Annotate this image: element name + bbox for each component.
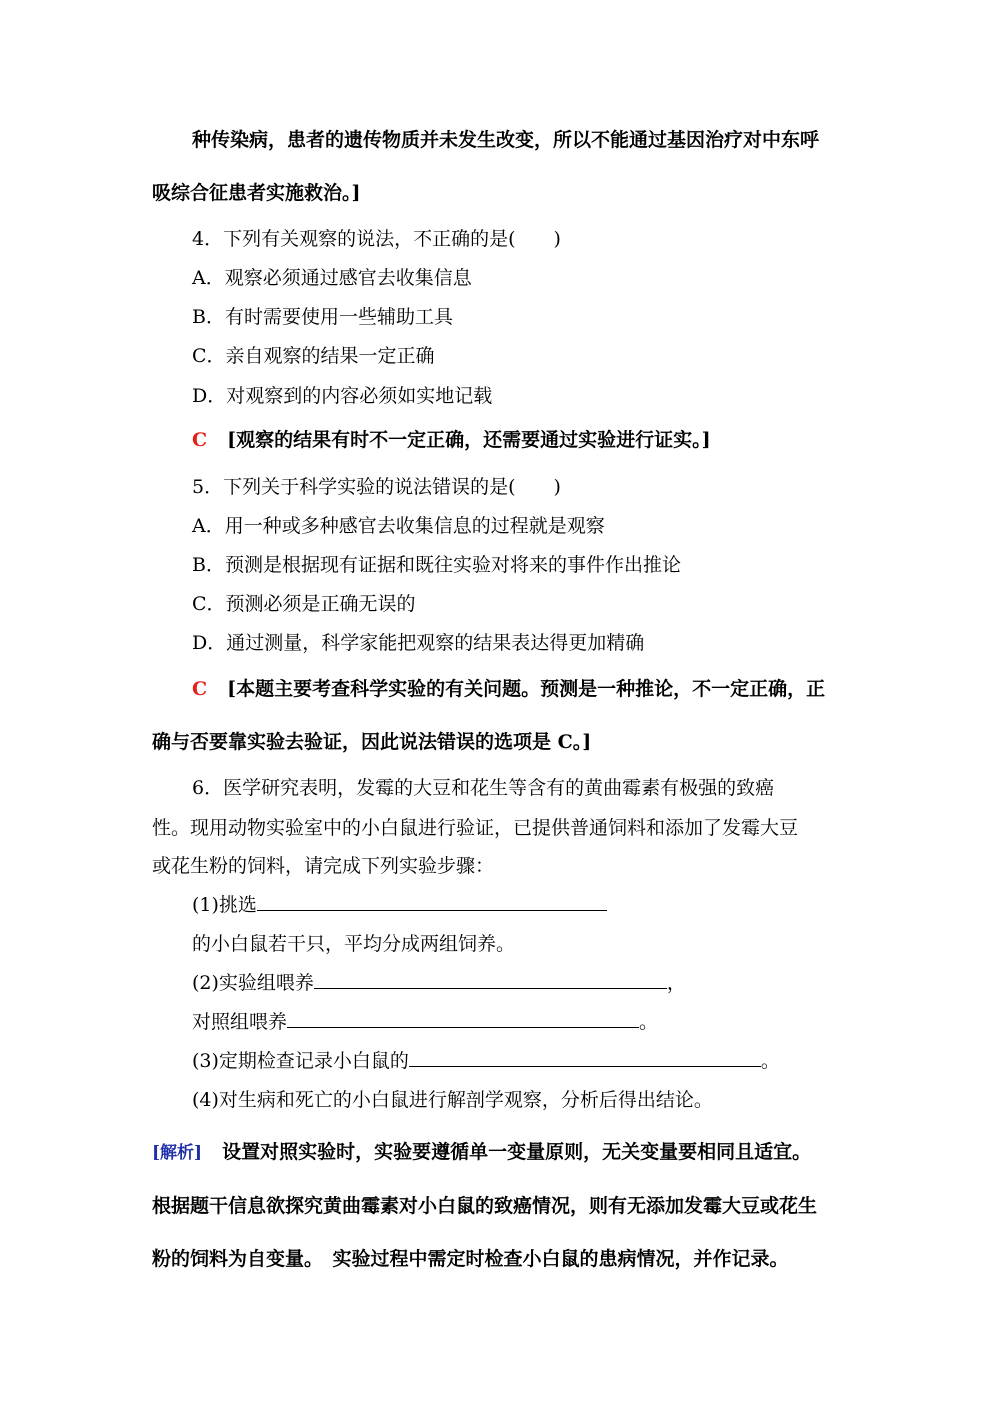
analysis-text-1: 设置对照实验时，实验要遵循单一变量原则，无关变量要相同且适宜。 [222, 1141, 812, 1163]
q5-option-b: B．预测是根据现有证据和既往实验对将来的事件作出推论 [192, 554, 681, 576]
q6-step-2b-blank[interactable] [287, 1009, 639, 1028]
q6-step-2b-suffix: 。 [639, 1011, 659, 1033]
analysis-line-2: 根据题干信息欲探究黄曲霉素对小白鼠的致癌情况，则有无添加发霉大豆或花生 [152, 1195, 818, 1217]
q5-answer [192, 676, 825, 702]
q6-stem-line-3: 或花生粉的饲料，请完成下列实验步骤： [152, 855, 495, 877]
q4-stem: 4．下列有关观察的说法，不正确的是( ) [192, 228, 561, 250]
q6-stem-line-2: 性。现用动物实验室中的小白鼠进行验证，已提供普通饲料和添加了发霉大豆 [152, 817, 799, 839]
q5-option-c: C．预测必须是正确无误的 [192, 593, 416, 615]
q6-step-2-blank[interactable] [314, 970, 667, 989]
analysis-line-3: 粉的饲料为自变量。 实验过程中需定时检查小白鼠的患病情况，并作记录。 [152, 1248, 789, 1270]
q6-step-2 [192, 970, 686, 996]
q5-answer-letter: C [192, 678, 208, 700]
q5-explanation-line-1: [本题主要考查科学实验的有关问题。预测是一种推论，不一定正确，正 [227, 678, 826, 700]
q6-step-2b-prefix: 对照组喂养 [192, 1011, 288, 1033]
q6-step-2-prefix: (2)实验组喂养 [192, 972, 314, 994]
q5-option-a: A．用一种或多种感官去收集信息的过程就是观察 [192, 515, 605, 537]
q6-step-1-blank[interactable] [257, 892, 607, 911]
q5-stem: 5．下列关于科学实验的说法错误的是( ) [192, 476, 561, 498]
q6-step-1-continuation: 的小白鼠若干只，平均分成两组饲养。 [192, 933, 516, 955]
analysis-line-1 [152, 1139, 811, 1166]
q4-answer-letter: C [192, 429, 208, 451]
q4-option-b: B．有时需要使用一些辅助工具 [192, 306, 453, 328]
q6-step-1 [192, 892, 607, 918]
prev-answer-line-1: 种传染病，患者的遗传物质并未发生改变，所以不能通过基因治疗对中东呼 [192, 129, 820, 151]
q6-step-3-suffix: 。 [760, 1050, 780, 1072]
q6-step-3-blank[interactable] [409, 1048, 761, 1067]
q6-step-1-prefix: (1)挑选 [192, 894, 257, 916]
analysis-tag: [解析] [152, 1143, 203, 1163]
q5-option-d: D．通过测量，科学家能把观察的结果表达得更加精确 [192, 632, 645, 654]
q6-step-3 [192, 1048, 780, 1074]
q4-option-a: A．观察必须通过感官去收集信息 [192, 267, 472, 289]
q4-option-d: D．对观察到的内容必须如实地记载 [192, 385, 493, 407]
q6-step-3-prefix: (3)定期检查记录小白鼠的 [192, 1050, 409, 1072]
q4-answer [192, 427, 711, 453]
prev-answer-line-2: 吸综合征患者实施救治。] [152, 182, 361, 204]
q4-option-c: C．亲自观察的结果一定正确 [192, 345, 435, 367]
q6-step-4: (4)对生病和死亡的小白鼠进行解剖学观察，分析后得出结论。 [192, 1089, 713, 1111]
q5-explanation-line-2: 确与否要靠实验去验证，因此说法错误的选项是 C。] [152, 731, 592, 753]
q6-step-2-suffix: ， [666, 972, 686, 994]
q4-explanation: [观察的结果有时不一定正确，还需要通过实验进行证实。] [227, 429, 711, 451]
q6-step-2b [192, 1009, 658, 1035]
q6-stem-line-1: 6．医学研究表明，发霉的大豆和花生等含有的黄曲霉素有极强的致癌 [192, 777, 775, 799]
